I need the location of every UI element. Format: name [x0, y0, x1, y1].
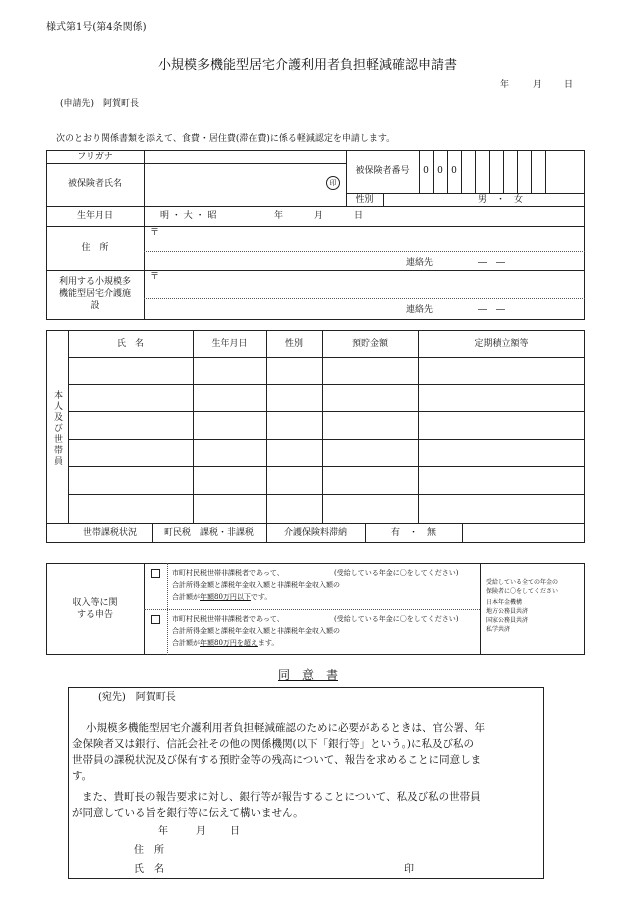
option2-line1: 市町村民税世帯非課税者であって、: [172, 615, 284, 623]
col-header-birth: 生年月日: [211, 339, 248, 349]
postal-mark: 〒: [150, 228, 160, 238]
household-table-border: [46, 330, 585, 543]
birth-date-label: 生年月日: [76, 211, 113, 221]
consent-recipient: (宛先) 阿賀町長: [98, 692, 176, 703]
address-label: 住 所: [81, 243, 109, 253]
birth-month: 月: [314, 211, 324, 221]
pension-item: 地方公務員共済: [486, 608, 529, 615]
option1-line3: 合計額が年額80万円以下です。: [172, 593, 272, 601]
col-header-deposits: 定期積立額等: [474, 339, 529, 349]
date-month: 月: [533, 80, 543, 90]
facility-label-2: 機能型居宅介護施: [58, 289, 131, 299]
col-header-savings: 預貯金額: [351, 339, 388, 349]
option1-note: (受給している年金に〇をしてください): [334, 569, 459, 577]
facility-contact-dashes: ― ―: [478, 305, 506, 315]
insured-number-label: 被保険者番号: [355, 166, 410, 176]
consent-paragraph-1: 小規模多機能型居宅介護利用者負担軽減確認のために必要があるときは、官公署、年 金保険者又は銀行、信託会社その他の関係機関(以下「銀行等」という。)に私及び私の 世帯員の課税状況及び保有する預貯金等の残高について、報告を求めることに同意しま す。: [72, 722, 485, 782]
intro-text: 次のとおり関係書類を添えて、食費・居住費(滞在費)に係る軽減認定を申請します。: [56, 134, 396, 144]
tax-status-value: 町民税 課税・非課税: [163, 528, 254, 538]
household-side-label: 本人及び世帯員: [52, 390, 62, 467]
consent-title: 同 意 書: [278, 668, 339, 682]
consent-year: 年: [158, 826, 168, 837]
pension-item: 国家公務員共済: [486, 617, 529, 624]
insured-number-digit: 0: [423, 166, 429, 176]
facility-label-1: 利用する小規模多: [58, 277, 131, 287]
seal-mark: 印: [326, 176, 340, 190]
pension-note-1: 受給している全ての年金の: [486, 579, 559, 586]
sex-female: 女: [514, 195, 524, 205]
era-options: 明 ・ 大 ・ 昭: [160, 211, 217, 221]
pension-item: 日本年金機構: [486, 599, 523, 606]
pension-note-2: 保険者に〇をしてください: [486, 588, 559, 595]
consent-month: 月: [196, 826, 206, 837]
consent-seal: 印: [404, 864, 414, 875]
sex-male: 男: [478, 195, 488, 205]
pension-item: 私学共済: [486, 626, 511, 633]
sex-label: 性別: [355, 195, 374, 205]
option2-checkbox[interactable]: [151, 615, 160, 624]
birth-year: 年: [274, 211, 284, 221]
birth-day: 日: [354, 211, 364, 221]
date-year: 年: [500, 80, 510, 90]
consent-address-label: 住 所: [134, 845, 164, 856]
insured-number-digit: 0: [437, 166, 443, 176]
tax-status-label: 世帯課税状況: [82, 528, 137, 538]
option1-line2: 合計所得金額と課税年金収入額と非課税年金収入額の: [172, 581, 340, 589]
col-header-sex: 性別: [284, 339, 303, 349]
insured-name-label: 被保険者氏名: [67, 179, 122, 189]
col-header-name: 氏 名: [116, 339, 144, 349]
option2-note: (受給している年金に〇をしてください): [334, 615, 459, 623]
facility-label-3: 設: [90, 301, 100, 311]
option2-line3: 合計額が年額80万円を超えます。: [172, 639, 279, 647]
consent-paragraph-2: また、貴町長の報告要求に対し、銀行等が報告することについて、私及び私の世帯員 が同意している旨を銀行等に伝えて構いません。: [72, 791, 481, 819]
facility-postal-mark: 〒: [150, 272, 160, 282]
recipient: (申請先) 阿賀町長: [60, 99, 140, 109]
premium-arrears-value: 有 ・ 無: [390, 528, 436, 538]
consent-day: 日: [230, 826, 240, 837]
contact-label: 連絡先: [406, 258, 434, 268]
contact-dashes: ― ―: [478, 258, 506, 268]
consent-name-label: 氏 名: [134, 864, 164, 875]
furigana-label: フリガナ: [77, 152, 113, 162]
insured-number-digit: 0: [451, 166, 457, 176]
income-label-1: 収入等に関: [72, 598, 118, 608]
income-label-2: する申告: [76, 610, 113, 620]
page-title: 小規模多機能型居宅介護利用者負担軽減確認申請書: [158, 58, 458, 73]
option2-line2: 合計所得金額と課税年金収入額と非課税年金収入額の: [172, 627, 340, 635]
date-day: 日: [564, 80, 574, 90]
option1-checkbox[interactable]: [151, 569, 160, 578]
sex-separator: ・: [496, 195, 506, 205]
facility-contact-label: 連絡先: [406, 305, 434, 315]
form-number: 様式第1号(第4条関係): [46, 22, 147, 33]
option1-line1: 市町村民税世帯非課税者であって、: [172, 569, 284, 577]
premium-arrears-label: 介護保険料滞納: [283, 528, 347, 538]
